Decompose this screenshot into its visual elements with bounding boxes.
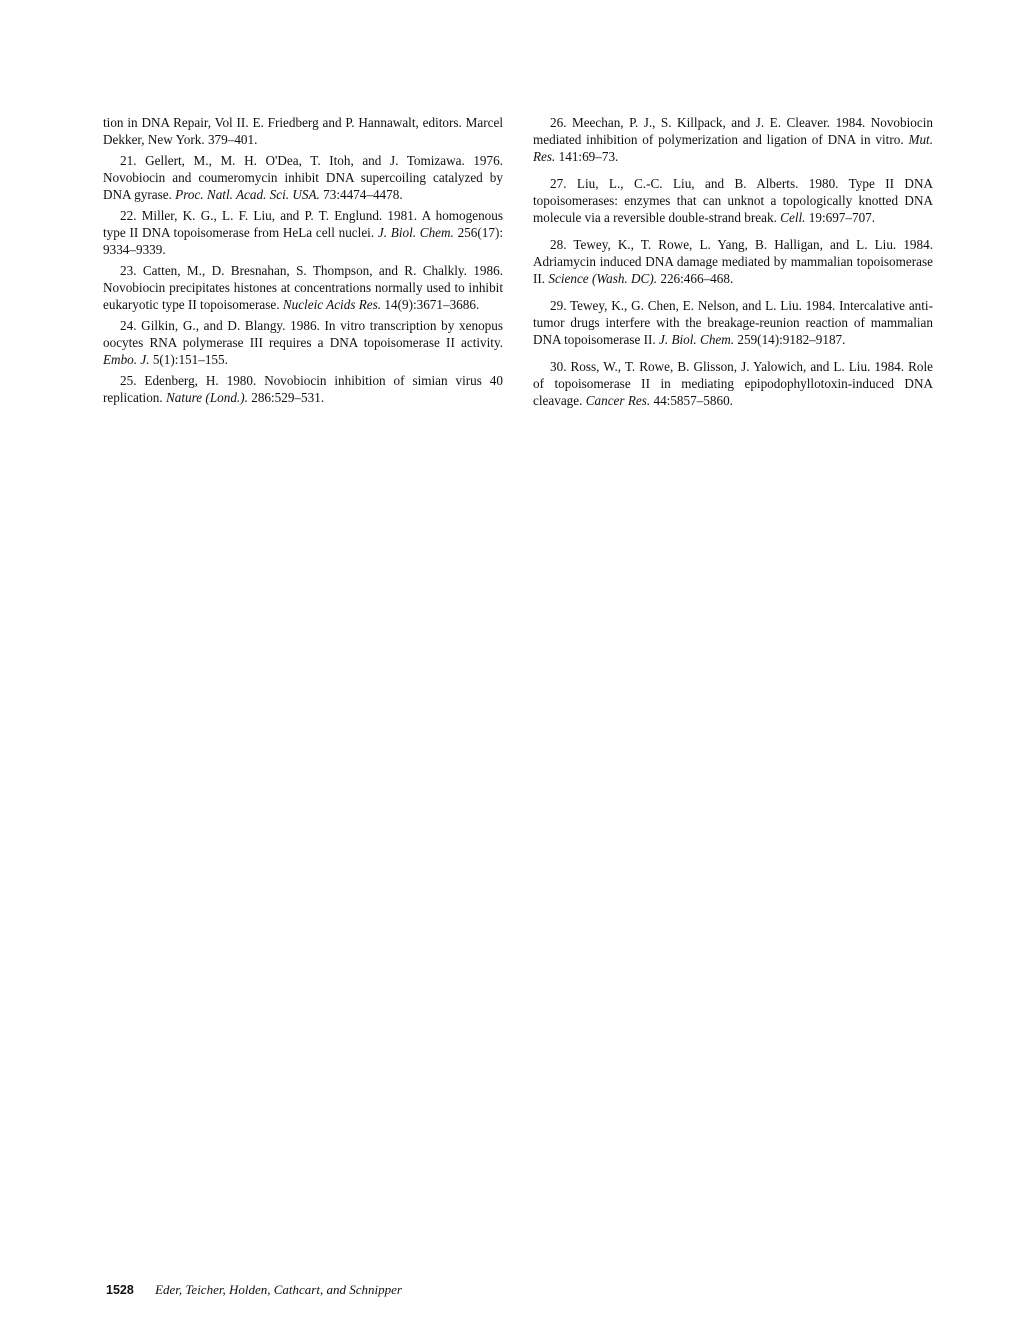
- reference-entry: [103, 262, 503, 313]
- reference-citation: 259(14):9182–9187.: [734, 332, 846, 347]
- journal-name: Mut. Res.: [533, 132, 933, 164]
- journal-name: Proc. Natl. Acad. Sci. USA.: [175, 187, 320, 202]
- reference-text: 30. Ross, W., T. Rowe, B. Glisson, J. Yalowich, and L. Liu. 1984. Role of topoisomerase II in mediating epipodophyllotoxin-induced DNA cleavage.: [533, 359, 933, 408]
- reference-entry: [103, 207, 503, 258]
- reference-entry: [103, 317, 503, 368]
- reference-text: 23. Catten, M., D. Bresnahan, S. Thompson, and R. Chalkly. 1986. Novobiocin precipitates histones at concentrations normally used to inhibit eukaryotic type II topoisomerase.: [103, 263, 503, 312]
- reference-entry: [533, 297, 933, 348]
- reference-citation: 226:466–468.: [657, 271, 734, 286]
- reference-citation: 286:529–531.: [247, 390, 325, 405]
- journal-name: Cancer Res.: [585, 393, 651, 408]
- reference-text: 26. Meechan, P. J., S. Killpack, and J. E. Cleaver. 1984. Novobiocin mediated inhibition of polymerization and ligation of DNA in vitro.: [533, 115, 933, 147]
- reference-entry: [533, 114, 933, 165]
- reference-entry: [533, 175, 933, 226]
- reference-citation: 44:5857–5860.: [650, 393, 733, 408]
- reference-text: tion in DNA Repair, Vol II. E. Friedberg and P. Hannawalt, editors. Marcel Dekker, New York. 379–401.: [103, 115, 503, 147]
- reference-text: 25. Edenberg, H. 1980. Novobiocin inhibition of simian virus 40 replication.: [103, 373, 503, 405]
- reference-entry: [533, 236, 933, 287]
- reference-entry: [103, 114, 503, 148]
- reference-citation: 14(9):3671–3686.: [381, 297, 480, 312]
- page-footer: [106, 1282, 402, 1298]
- page-number: 1528: [106, 1283, 134, 1297]
- journal-name: J. Biol. Chem.: [377, 225, 454, 240]
- reference-text: 21. Gellert, M., M. H. O'Dea, T. Itoh, and J. Tomizawa. 1976. Novobiocin and coumeromycin inhibit DNA supercoiling catalyzed by DNA gyrase.: [103, 153, 503, 202]
- running-authors: Eder, Teicher, Holden, Cathcart, and Schnipper: [155, 1282, 402, 1297]
- reference-text: 24. Gilkin, G., and D. Blangy. 1986. In vitro transcription by xenopus oocytes RNA polymerase III requires a DNA topoisomerase II activity.: [103, 318, 503, 350]
- journal-name: Nucleic Acids Res.: [282, 297, 382, 312]
- reference-column-right: [533, 114, 933, 419]
- reference-text: 28. Tewey, K., T. Rowe, L. Yang, B. Halligan, and L. Liu. 1984. Adriamycin induced DNA damage mediated by mammalian topoisomerase II.: [533, 237, 933, 286]
- reference-text: 27. Liu, L., C.-C. Liu, and B. Alberts. 1980. Type II DNA topoisomerases: enzymes that can unknot a topologically knotted DNA molecule via a reversible double-strand break.: [533, 176, 933, 225]
- journal-name: Science (Wash. DC).: [548, 271, 658, 286]
- journal-name: J. Biol. Chem.: [659, 332, 735, 347]
- journal-name: Embo. J.: [103, 352, 150, 367]
- reference-citation: 5(1):151–155.: [149, 352, 228, 367]
- reference-entry: [103, 152, 503, 203]
- reference-entry: [103, 372, 503, 406]
- reference-citation: 19:697–707.: [805, 210, 876, 225]
- journal-name: Nature (Lond.).: [165, 390, 248, 405]
- reference-citation: 141:69–73.: [555, 149, 619, 164]
- reference-column-left: [103, 114, 503, 410]
- reference-text: 29. Tewey, K., G. Chen, E. Nelson, and L. Liu. 1984. Intercalative anti-tumor drugs interfere with the breakage-reunion reaction of mammalian DNA topoisomerase II.: [533, 298, 933, 347]
- journal-name: Cell.: [780, 210, 806, 225]
- reference-text: 22. Miller, K. G., L. F. Liu, and P. T. Englund. 1981. A homogenous type II DNA topoisomerase from HeLa cell nuclei.: [103, 208, 503, 240]
- reference-entry: [533, 358, 933, 409]
- reference-citation: 73:4474–4478.: [319, 187, 403, 202]
- reference-citation: 256(17): 9334–9339.: [103, 225, 503, 257]
